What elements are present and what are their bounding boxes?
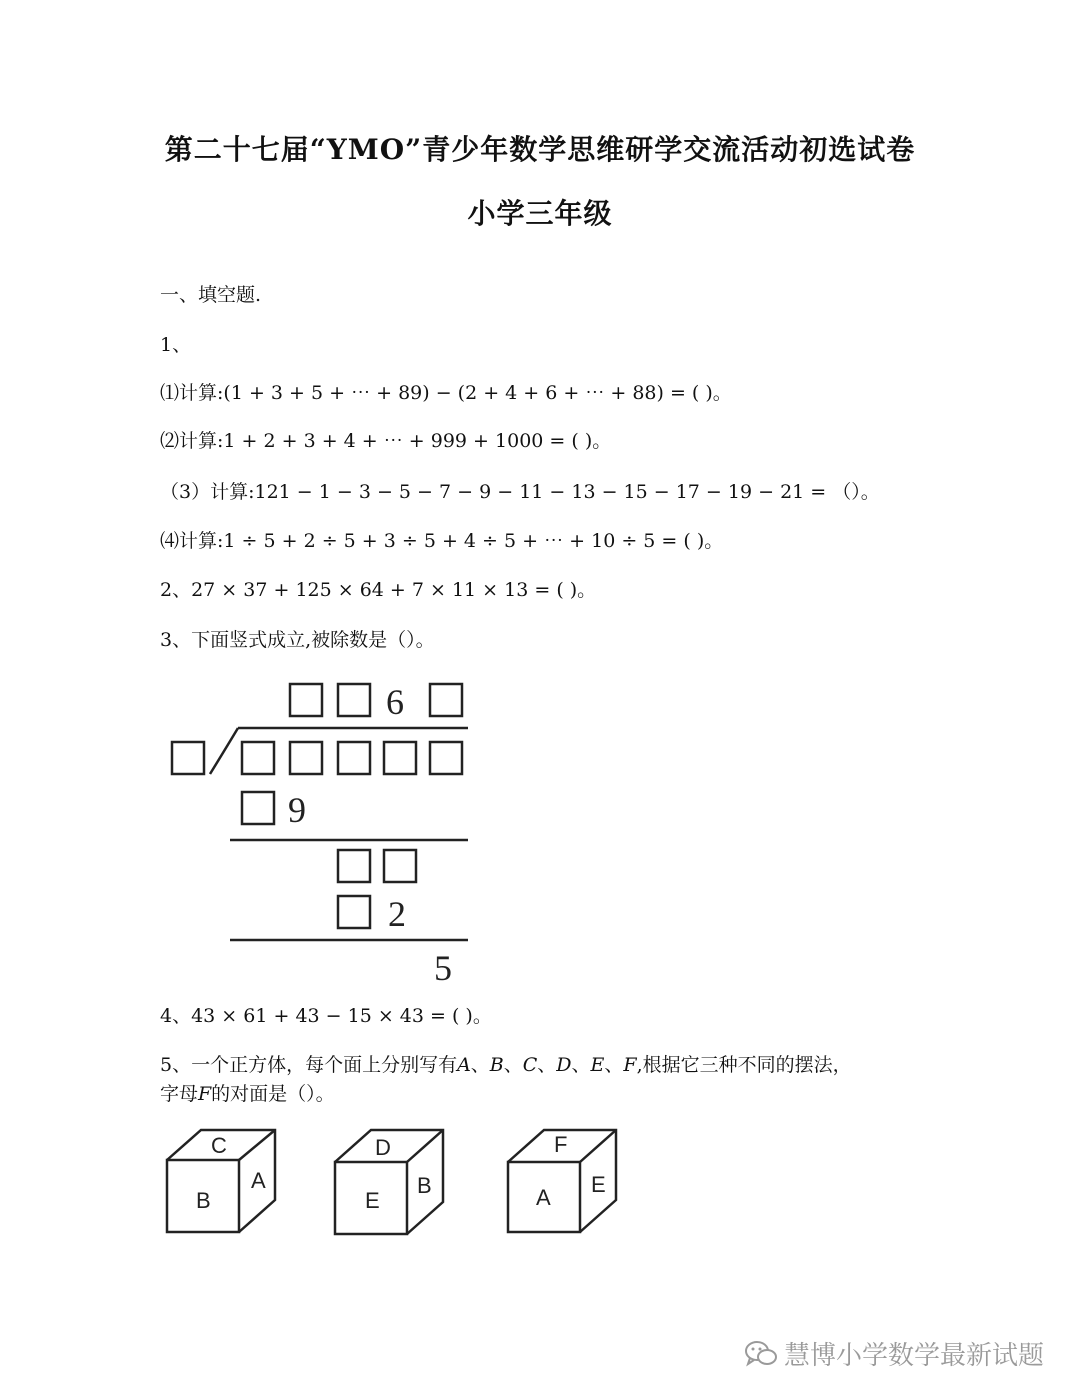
page-subtitle: 小学三年级	[467, 197, 613, 230]
question-2: 2、27 × 37 + 125 × 64 + 7 × 11 × 13 = ( )。	[160, 579, 597, 601]
question-1-part-1: ⑴计算:(1 + 3 + 5 + ⋯ + 89) − (2 + 4 + 6 + ⋯ + 88) = ( )。	[160, 382, 732, 404]
cube-1-side: A	[251, 1168, 266, 1193]
subtract-digit: 2	[388, 894, 406, 934]
question-5-line-1: 5、一个正方体，每个面上分别写有𝐴、𝐵、𝐶、𝐷、𝐸、𝐹,根据它三种不同的摆法，	[160, 1054, 852, 1076]
cube-2-front: E	[365, 1188, 380, 1213]
cube-3-side: E	[591, 1172, 606, 1197]
cube-1	[165, 1128, 285, 1236]
cube-3-top: F	[554, 1132, 568, 1157]
cube-2-side: B	[417, 1173, 432, 1198]
watermark-text: 慧博小学数学最新试题	[783, 1341, 1044, 1371]
question-1-part-3: （3）计算:121 − 1 − 3 − 5 − 7 − 9 − 11 − 13 − 15 − 17 − 19 − 21 = （）。	[160, 481, 880, 503]
section-heading: 一、填空题.	[160, 284, 262, 306]
cube-2	[333, 1128, 453, 1236]
long-division-diagram	[160, 668, 480, 988]
quotient-digit: 6	[386, 682, 404, 722]
page-title: 第二十七届“YMO”青少年数学思维研学交流活动初选试卷	[164, 133, 916, 166]
question-1-label: 1、	[160, 334, 192, 356]
wechat-icon	[744, 1339, 778, 1369]
remainder-digit: 5	[434, 948, 452, 988]
cube-2-top: D	[375, 1135, 391, 1160]
question-3: 3、下面竖式成立,被除数是（）。	[160, 629, 435, 651]
cube-1-front: B	[196, 1188, 211, 1213]
question-1-part-2: ⑵计算:1 + 2 + 3 + 4 + ⋯ + 999 + 1000 = ( )。	[160, 430, 612, 452]
cube-3-front: A	[536, 1185, 551, 1210]
partial-digit: 9	[288, 790, 306, 830]
watermark	[744, 1335, 1044, 1372]
cube-3	[506, 1128, 626, 1236]
question-1-part-4: ⑷计算:1 ÷ 5 + 2 ÷ 5 + 3 ÷ 5 + 4 ÷ 5 + ⋯ + 10 ÷ 5 = ( )。	[160, 530, 724, 552]
question-5-line-2: 字母𝐹的对面是（）。	[160, 1083, 335, 1105]
question-4: 4、43 × 61 + 43 − 15 × 43 = ( )。	[160, 1005, 492, 1027]
cube-1-top: C	[211, 1133, 227, 1158]
